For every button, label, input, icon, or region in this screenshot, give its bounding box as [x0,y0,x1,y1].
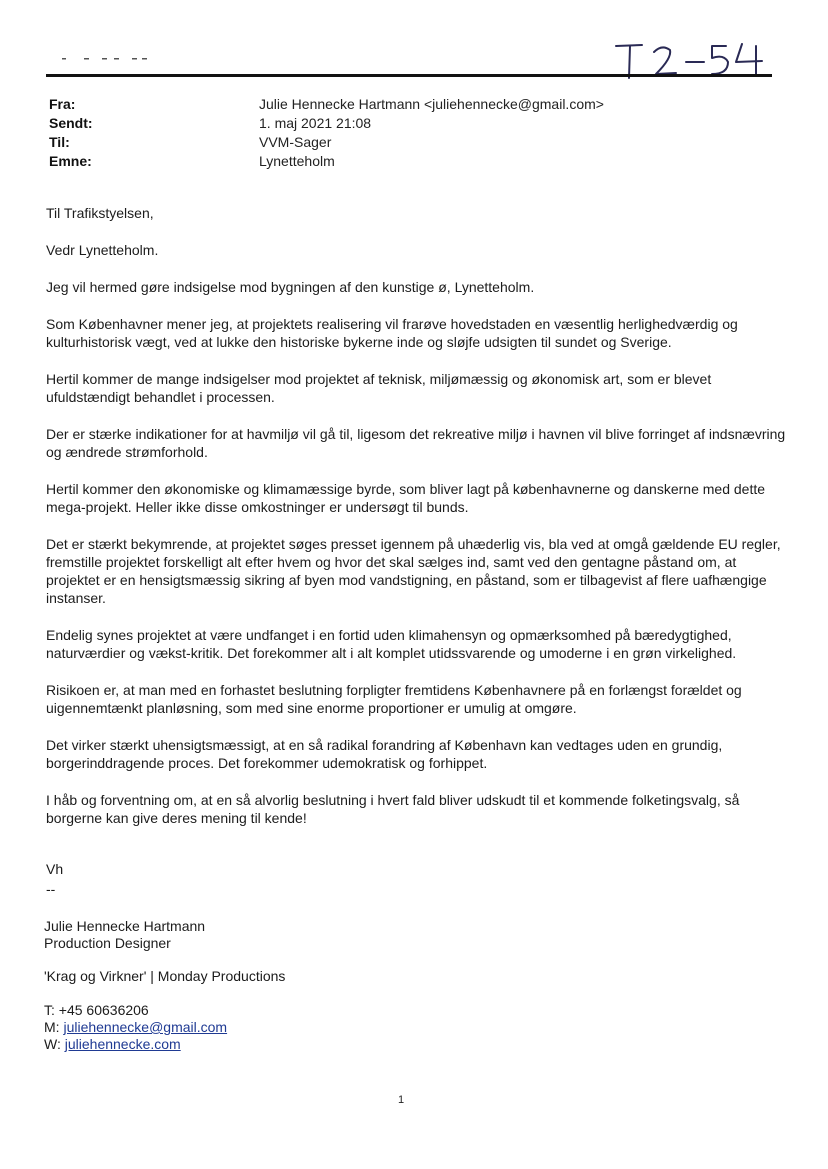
sent-row [49,115,749,134]
body-paragraph: Risikoen er, at man med en forhastet beslutning forpligter fremtidens Københavnere på en forlængst forældet og uigennemtænkt planløsning, som med sine enorme proportioner er umulig at omgøre. [46,682,742,716]
body-paragraph: Hertil kommer de mange indsigelser mod projektet af teknisk, miljømæssig og økonomisk art, som er blevet ufuldstændigt behandlet i processen. [46,371,712,405]
to-label: Til: [49,134,70,150]
web-row [44,1036,544,1053]
from-value: Julie Hennecke Hartmann <juliehennecke@gmail.com> [259,96,604,112]
signature-company: 'Krag og Virkner' | Monday Productions [44,968,286,984]
sent-label: Sendt: [49,115,93,131]
from-label: Fra: [49,96,76,112]
phone-label: T: [44,1002,55,1018]
subject-row [49,153,749,172]
body-paragraph: Det virker stærkt uhensigtsmæssigt, at en så radikal forandring af København kan vedtages uden en grundig, borgerinddragende proces. Det forekommer udemokratisk og forhippet. [46,737,723,771]
page-number: 1 [398,1094,405,1106]
body-paragraph: Endelig synes projektet at være undfanget i en fortid uden klimahensyn og opmærksomhed på bæredygtighed, naturværdier og vækst-kritik. Det forekommer alt i alt komplet utidssvarende og umoderne i en grøn virkelighed. [46,627,737,661]
body-paragraph: Der er stærke indikationer for at havmiljø vil gå til, ligesom det rekreative miljø i havnen vil blive forringet af indsnævring og ændrede strømforhold. [46,426,786,460]
email-row [44,1019,544,1036]
body-paragraph: Det er stærkt bekymrende, at projektet søges presset igennem på uhæderlig vis, bla ved at omgå gældende EU regler, fremstille projektet forskelligt alt efter hvem og hvor det skal sælges ind, samt ved den gentagne påstand om, at projektet er en hensigtsmæssig sikring af byen mod vandstigning, en påstand, som er tilbagevist af flere uafhængige instanser. [46,536,781,606]
signature-name: Julie Hennecke Hartmann [44,918,206,934]
email-body [46,204,786,827]
from-row [49,96,749,115]
signature-title: Production Designer [44,935,171,951]
body-paragraph: I håb og forventning om, at en så alvorlig beslutning i hvert fald bliver udskudt til et kommende folketingsvalg, så borgerne kan give deres mening til kende! [46,792,740,826]
contact-details [44,1002,544,1053]
signature-block [44,918,544,952]
body-paragraph: Hertil kommer den økonomiske og klimamæssige byrde, som bliver lagt på københavnerne og danskerne med dette mega-projekt. Heller ikke disse omkostninger er undersøgt til bunds. [46,481,766,515]
email-header [49,96,749,172]
web-link[interactable]: juliehennecke.com [64,1036,181,1052]
re-line: Vedr Lynetteholm. [46,242,159,258]
header-rule [46,74,772,77]
web-label: W: [44,1036,61,1052]
phone-row [44,1002,544,1019]
subject-value: Lynetteholm [259,153,335,169]
scan-artifact-dots [62,56,152,62]
closing: Vh [46,861,64,877]
email-label: M: [44,1019,60,1035]
subject-label: Emne: [49,153,92,169]
phone-value: +45 60636206 [58,1002,149,1018]
body-paragraph: Jeg vil hermed gøre indsigelse mod bygningen af den kunstige ø, Lynetteholm. [46,279,535,295]
greeting: Til Trafikstyelsen, [46,205,154,221]
to-row [49,134,749,153]
to-value: VVM-Sager [259,134,332,150]
email-link[interactable]: juliehennecke@gmail.com [63,1019,228,1035]
signature-separator: -- [46,881,56,897]
sent-value: 1. maj 2021 21:08 [259,115,372,131]
body-paragraph: Som Københavner mener jeg, at projektets realisering vil frarøve hovedstaden en væsentlig herlighedværdig og kulturhistorisk vægt, ved at lukke den historiske bykerne inde og sløjfe udsigten til sundet og Sverige. [46,316,738,350]
